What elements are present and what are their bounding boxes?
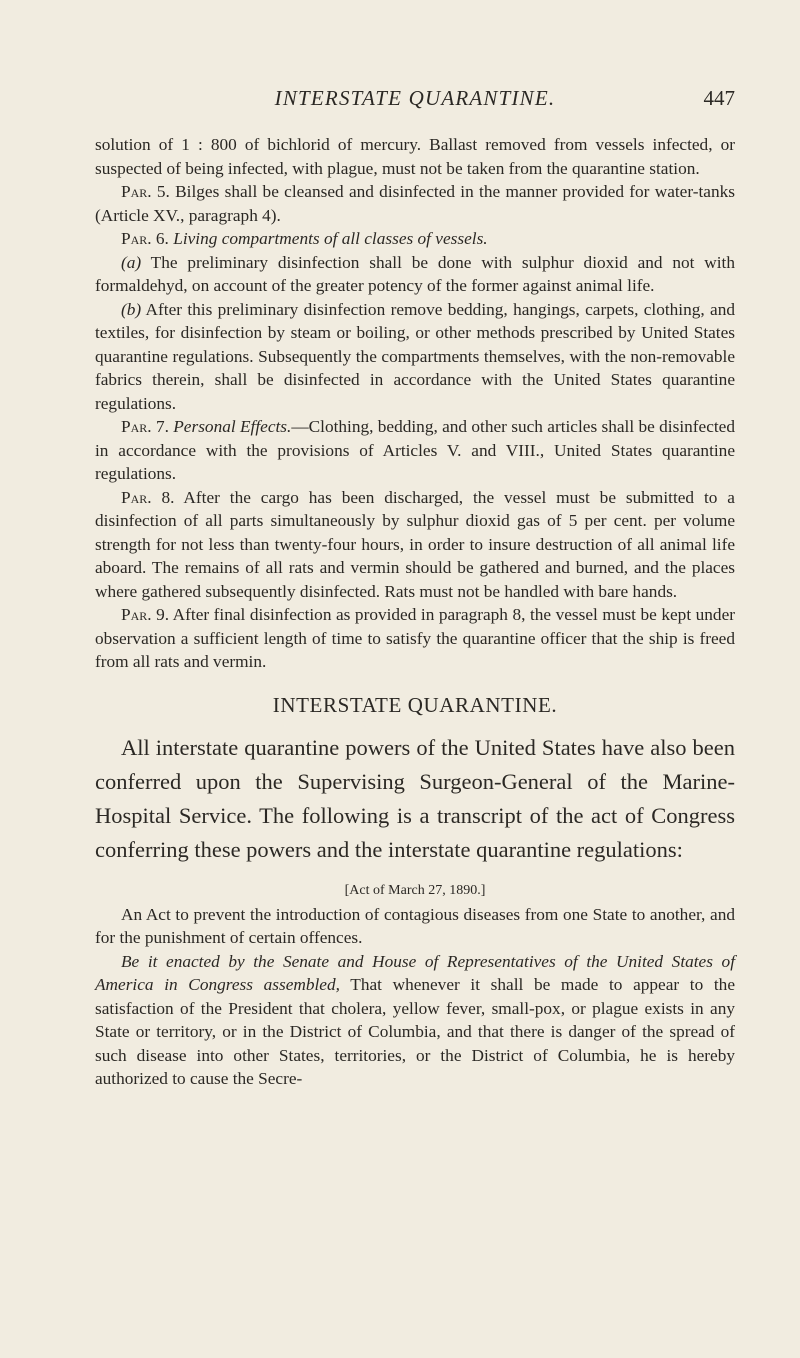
act-title: An Act to prevent the introduction of contagious diseases from one State to another, and for the punishment of certain offences. xyxy=(95,904,735,947)
clause-label: (b) xyxy=(121,299,142,319)
body-text xyxy=(95,133,735,1091)
paragraph-text: After final disinfection as provided in paragraph 8, the vessel must be kept under observation a sufficient length of time to satisfy the quarantine officer that the ship is freed from all rats and vermin. xyxy=(95,605,735,671)
enacting-paragraph xyxy=(95,950,735,1091)
par-title: Personal Effects. xyxy=(173,417,292,436)
par-label: Par. 8. xyxy=(121,487,175,507)
running-head xyxy=(95,80,735,120)
paragraph-par-7 xyxy=(95,415,735,486)
paragraph-text: After the cargo has been discharged, the vessel must be submitted to a disinfection of all parts simultaneously by sulphur dioxid gas of 5 per cent. per volume strength for not less than twenty-four hours, in order to insure destruction of all animal life aboard. The remains of all rats and vermin should be gathered and burned, and the places where gathered subsequently disinfected. Rats must not be handled with bare hands. xyxy=(95,487,735,601)
par-label: Par. 9. xyxy=(121,605,170,624)
paragraph-par-9 xyxy=(95,603,735,674)
act-date: [Act of March 27, 1890.] xyxy=(344,883,486,898)
par-label: Par. 7. xyxy=(121,417,169,436)
paragraph-par-8 xyxy=(95,486,735,604)
paragraph-continuation xyxy=(95,133,735,180)
par-title: Living compartments of all classes of vessels. xyxy=(173,229,488,248)
paragraph-text: —Clothing, bedding, and other such articles shall be disinfected in accordance with the provisions of Articles V. and VIII., United States quarantine regulations. xyxy=(95,417,735,483)
section-heading: INTERSTATE QUARANTINE. xyxy=(272,692,558,717)
paragraph-text: Bilges shall be cleansed and disinfected in the manner provided for water-tanks (Article XV., paragraph 4). xyxy=(95,182,735,225)
paragraph-text: solution of 1 : 800 of bichlorid of mercury. Ballast removed from vessels infected, or suspected of being infected, with plague, must not be taken from the quarantine station. xyxy=(95,135,735,178)
paragraph-par-6a xyxy=(95,251,735,298)
paragraph-text: That whenever it shall be made to appear to the satisfaction of the President that cholera, yellow fever, small-pox, or plague exists in any State or territory, or in the District of Columbia, and that there is danger of the spread of such disease into other States, territories, or the District of Columbia, he is hereby authorized to cause the Secre- xyxy=(95,975,735,1088)
par-label: Par. 6. xyxy=(121,229,169,248)
section-lead-paragraph: All interstate quarantine powers of the United States have also been conferred upon the Supervising Surgeon-General of the Marine-Hospital Service. The following is a transcript of the act of Congress conferring these powers and the interstate quarantine regulations: xyxy=(95,735,735,862)
paragraph-par-6 xyxy=(95,227,735,251)
paragraph-text: The preliminary disinfection shall be done with sulphur dioxid and not with formaldehyd, on account of the greater potency of the former against animal life. xyxy=(95,252,735,295)
running-title: INTERSTATE QUARANTINE. xyxy=(274,86,556,110)
paragraph-text: After this preliminary disinfection remove bedding, hangings, carpets, clothing, and textiles, for disinfection by steam or boiling, or other methods prescribed by United States quarantine regulations. Subsequently the compartments themselves, with the non-removable fabrics therein, shall be disinfected in accordance with the United States quarantine regulations. xyxy=(95,299,735,413)
paragraph-par-5 xyxy=(95,180,735,227)
page-number: 447 xyxy=(703,86,735,110)
clause-label: (a) xyxy=(121,252,142,272)
par-label: Par. 5. xyxy=(121,182,170,201)
enacting-clause: Be it enacted by the Senate and House of Representatives of the United States of America in Congress assembled, xyxy=(95,951,735,994)
paragraph-par-6b xyxy=(95,298,735,416)
